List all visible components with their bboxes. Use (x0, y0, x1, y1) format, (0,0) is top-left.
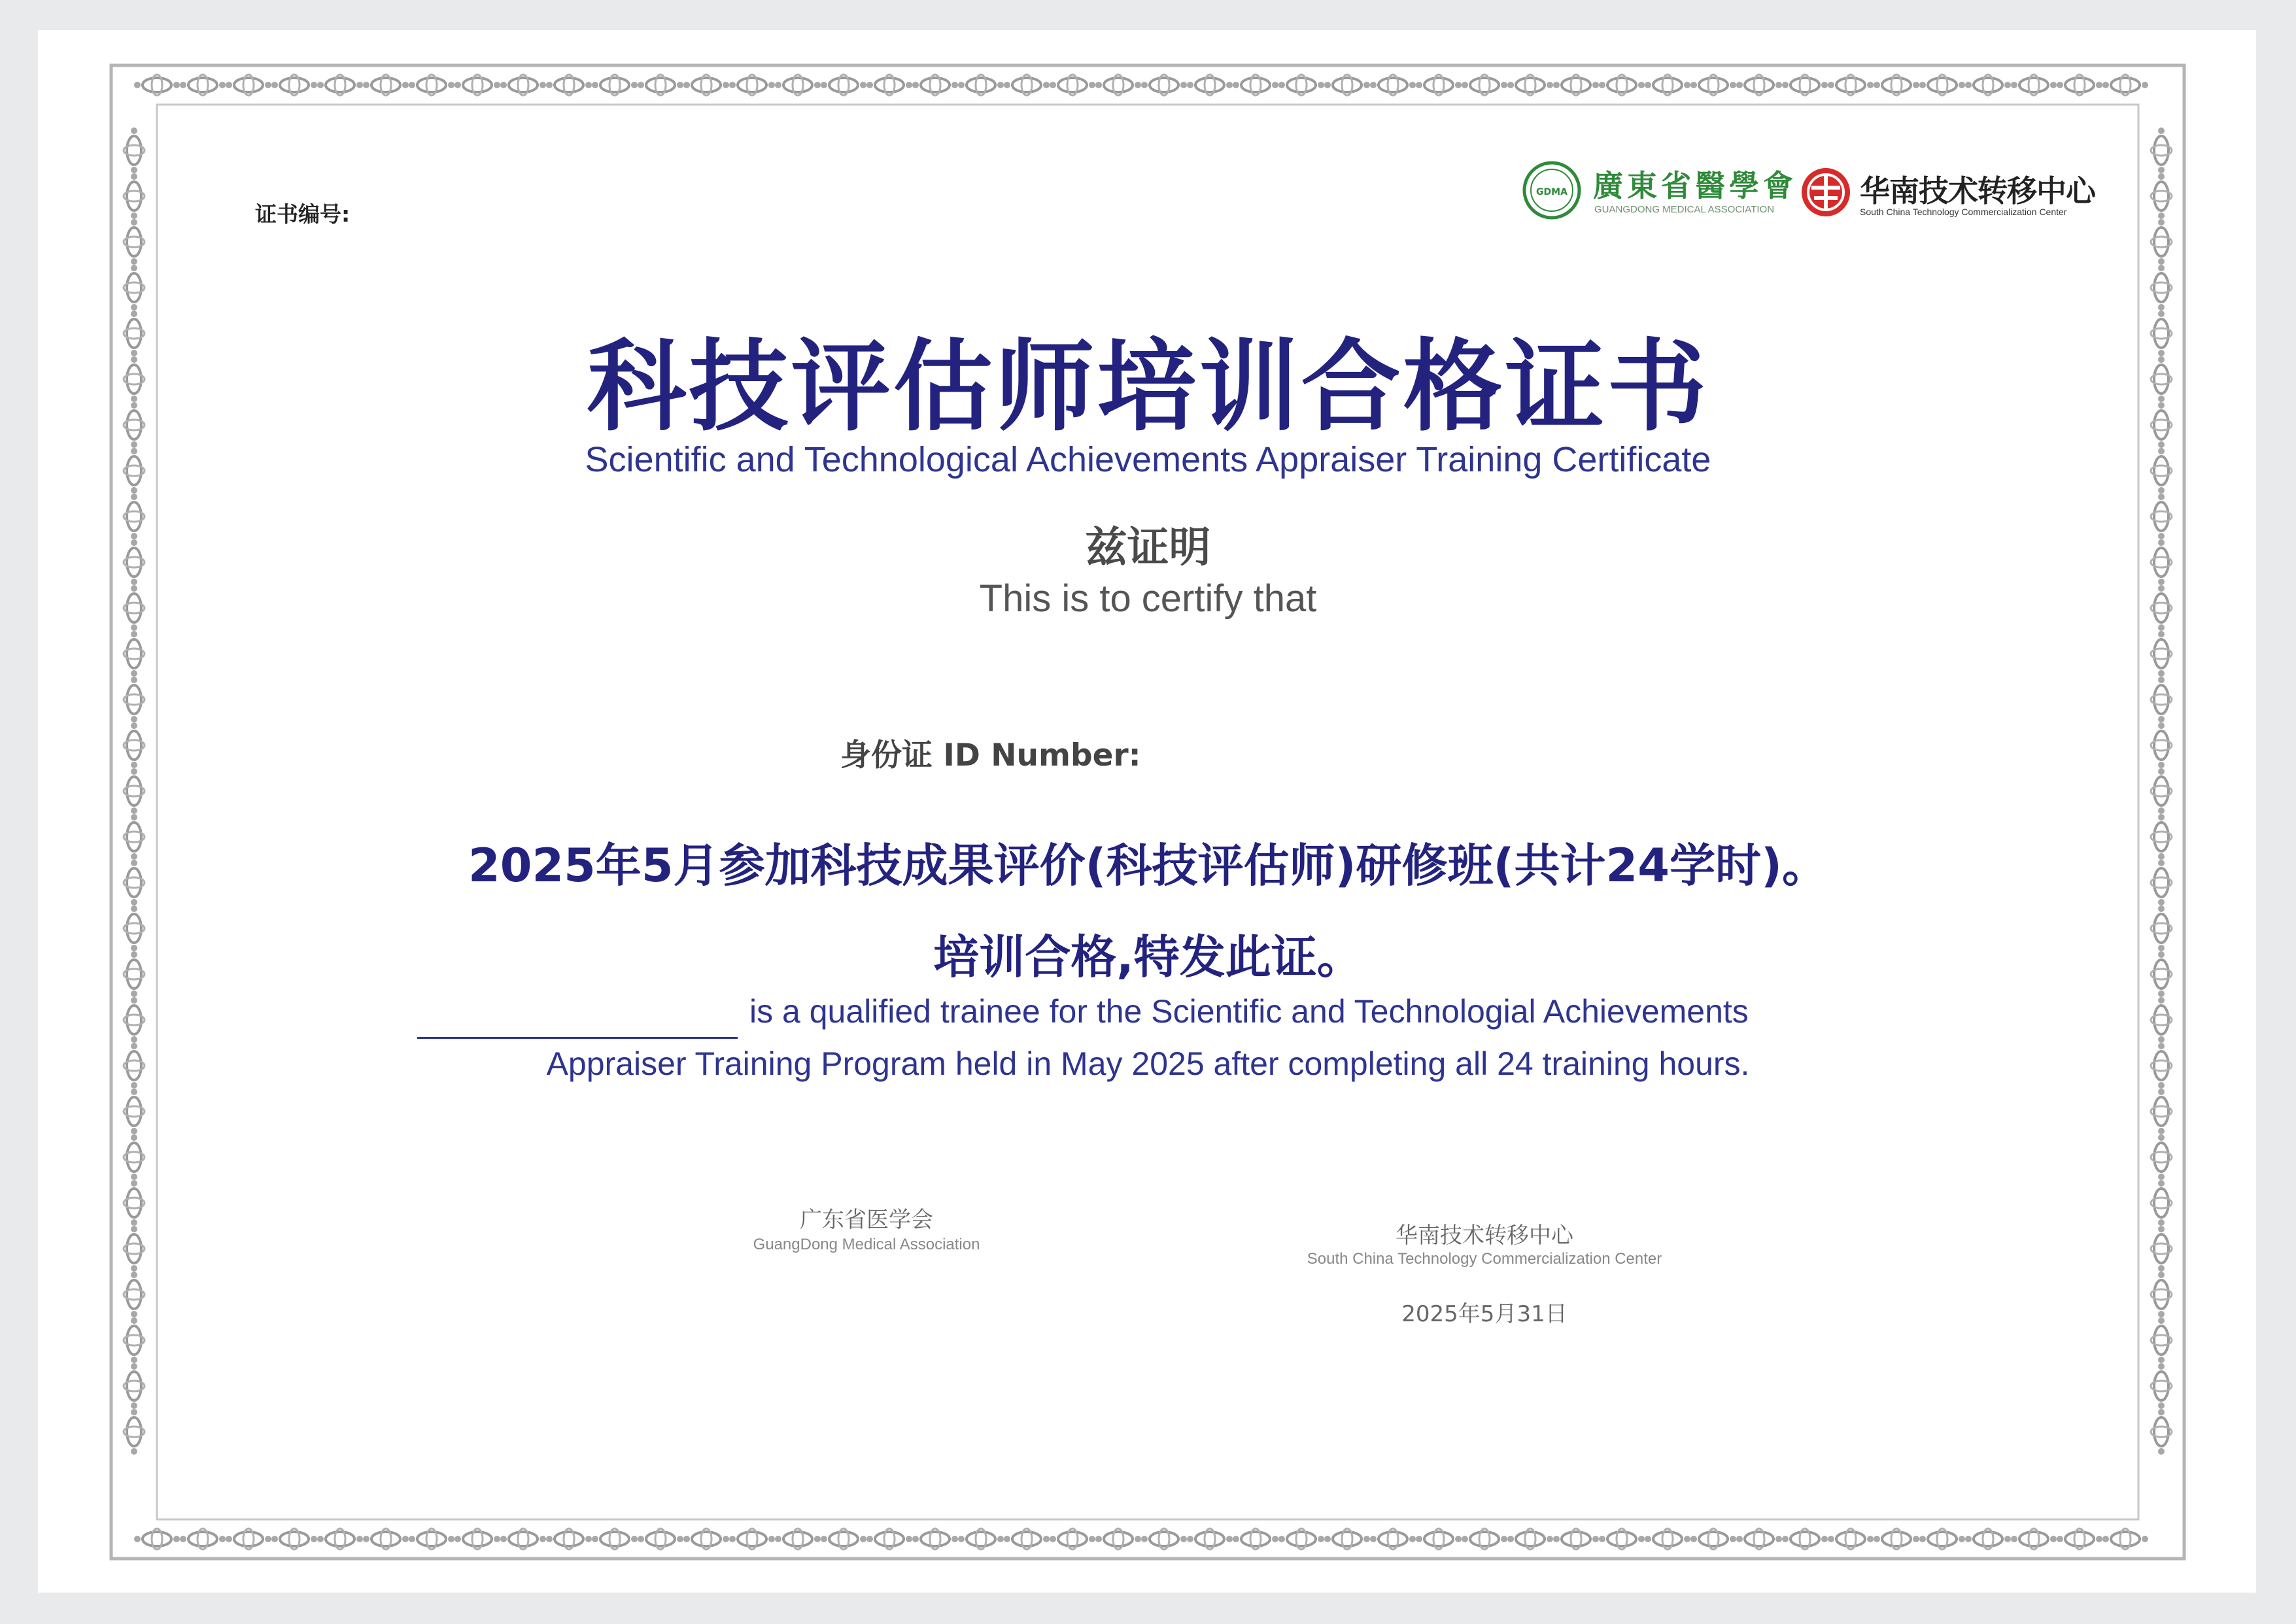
certificate-number-label: 证书编号: (255, 201, 351, 227)
gdma-seal-text: GDMA (1536, 187, 1568, 197)
gdma-name-en: GUANGDONG MEDICAL ASSOCIATION (1594, 204, 1775, 215)
name-underline (417, 1037, 738, 1039)
sctcc-mark-icon (1800, 166, 1852, 218)
body-en-line-1: is a qualified trainee for the Scientific and Technologial Achievements (749, 993, 1749, 1030)
sctcc-name-cn: 华南技术转移中心 (1860, 173, 2095, 209)
signatory-1-name-en: GuangDong Medical Association (753, 1236, 980, 1253)
body-en-line-2: Appraiser Training Program held in May 2025 after completing all 24 training hours. (546, 1045, 1750, 1082)
certify-cn: 兹证明 (1085, 524, 1211, 572)
signatory-1-name-cn: 广东省医学会 (800, 1207, 933, 1233)
sctcc-name-en: South China Technology Commercialization Center (1860, 207, 2067, 217)
body-cn-line-2: 培训合格,特发此证。 (933, 930, 1363, 984)
signatory-2-name-cn: 华南技术转移中心 (1396, 1223, 1573, 1249)
id-number-label: 身份证 ID Number: (840, 737, 1141, 773)
gdma-seal-icon (1522, 161, 1581, 220)
body-cn-line-1: 2025年5月参加科技成果评价(科技评估师)研修班(共计24学时)。 (468, 839, 1828, 892)
title-cn: 科技评估师培训合格证书 (587, 329, 1709, 445)
certify-en: This is to certify that (979, 577, 1317, 620)
gdma-name-cn: 廣東省醫學會 (1593, 168, 1797, 203)
signatory-2-name-en: South China Technology Commercialization Center (1307, 1250, 1662, 1268)
title-en: Scientific and Technological Achievements Appraiser Training Certificate (585, 440, 1711, 479)
gdma-logo (1522, 160, 1797, 225)
issue-date: 2025年5月31日 (1401, 1301, 1568, 1327)
sctcc-logo (1800, 165, 2095, 225)
